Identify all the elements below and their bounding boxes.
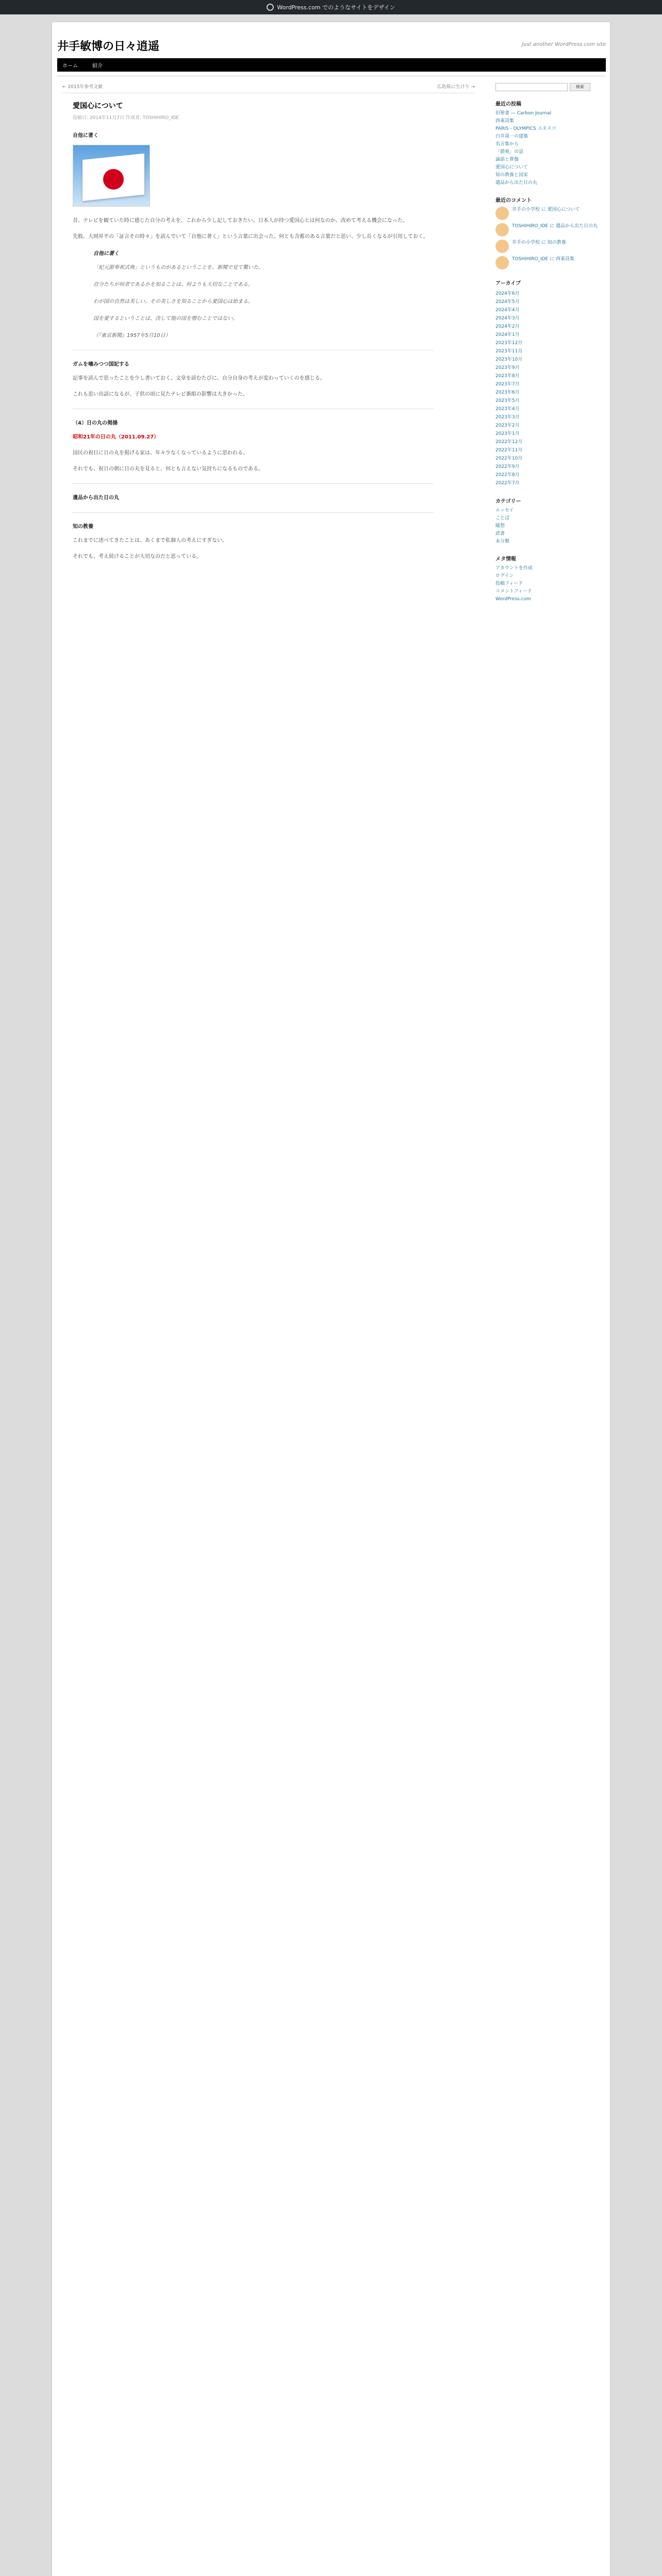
divider <box>73 483 434 484</box>
post-body <box>73 131 434 562</box>
japanese-flag-image <box>73 145 150 207</box>
category-link[interactable]: 読書 <box>495 531 505 536</box>
widget-title: メタ情報 <box>495 556 516 562</box>
category-link[interactable]: エッセイ <box>495 508 514 513</box>
quote-heading: 自他に著く <box>93 251 119 257</box>
archive-link[interactable]: 2023年8月 <box>495 374 520 379</box>
quote-paragraph: 「紀元節奉祝式典」というものがあるということを、新聞で見て驚いた。 <box>93 265 263 270</box>
meta-link[interactable]: ログイン <box>495 573 514 579</box>
meta-link[interactable]: アカウントを作成 <box>495 566 533 571</box>
recent-post-link[interactable]: 名言集から <box>495 142 519 147</box>
archive-link[interactable]: 2024年3月 <box>495 316 520 321</box>
wordpress-bar-text[interactable]: WordPress.com でのようなサイトをデザイン <box>277 4 395 11</box>
comment-text[interactable]: TOSHIHIRO_IDE に 西東詩集 <box>512 257 574 262</box>
archive-link[interactable]: 2023年12月 <box>495 341 523 346</box>
section-heading: ガムを噛みつつ国記する <box>73 362 129 367</box>
quote-paragraph: 自分たちが何者であるかを知ることは、何よりも大切なことである。 <box>93 282 253 287</box>
divider <box>73 512 434 513</box>
avatar[interactable] <box>495 240 509 253</box>
avatar[interactable] <box>495 223 509 236</box>
archive-link[interactable]: 2023年4月 <box>495 406 520 412</box>
archive-link[interactable]: 2022年12月 <box>495 439 523 445</box>
archive-link[interactable]: 2023年10月 <box>495 357 523 362</box>
recent-post-link[interactable]: 論語と算盤 <box>495 157 519 162</box>
widget-title: 最近の投稿 <box>495 101 521 107</box>
section-heading: 遺品から出た日の丸 <box>73 495 119 501</box>
post-meta: 投稿日: 2014年11月7日 作成者: TOSHIHIRO_IDE <box>73 115 179 121</box>
widget-title: 最近のコメント <box>495 198 532 204</box>
nav-item-home[interactable]: ホーム <box>62 63 78 69</box>
paragraph: 国民の祝日に日の丸を掲げる家は、年々少なくなっているように思われる。 <box>73 450 248 456</box>
paragraph: それでも、祝日の朝に日の丸を見ると、何とも言えない気持ちになるものである。 <box>73 466 263 472</box>
avatar[interactable] <box>495 207 509 220</box>
site-title[interactable]: 井手敏博の日々逍遥 <box>57 40 160 53</box>
main-content <box>62 83 475 568</box>
archive-link[interactable]: 2023年9月 <box>495 365 520 370</box>
quote-paragraph: 国を愛するということは、決して他の国を憎むことではない。 <box>93 316 238 321</box>
archive-link[interactable]: 2024年6月 <box>495 291 520 296</box>
post-navigation <box>62 83 475 93</box>
recent-post-link[interactable]: 愛国心について <box>495 165 528 170</box>
comment-item <box>495 223 599 236</box>
meta-link[interactable]: WordPress.com <box>495 597 531 602</box>
search-form <box>495 83 599 91</box>
recent-post-link[interactable]: 「錯視」の話 <box>495 149 524 155</box>
main-nav <box>57 58 606 72</box>
site-description: Just another WordPress.com site <box>522 42 606 47</box>
comment-item <box>495 207 599 220</box>
recent-comments-widget <box>495 196 599 269</box>
category-link[interactable]: 随想 <box>495 523 505 529</box>
search-input[interactable] <box>495 83 568 91</box>
archive-link[interactable]: 2023年7月 <box>495 382 520 387</box>
archive-link[interactable]: 2024年1月 <box>495 332 520 337</box>
comment-text[interactable]: TOSHIHIRO_IDE に 遺品から出た日の丸 <box>512 224 598 229</box>
meta-widget <box>495 554 599 603</box>
paragraph: これまでに述べてきたことは、あくまで私個人の考えにすぎない。 <box>73 538 227 544</box>
recent-post-link[interactable]: 知の教養と国家 <box>495 173 528 178</box>
section-heading: 自他に著く <box>73 133 98 139</box>
paragraph: これも思い出話になるが、子供の頃に見たテレビ番組の影響は大きかった。 <box>73 392 248 397</box>
archive-link[interactable]: 2023年1月 <box>495 431 520 436</box>
archive-link[interactable]: 2024年5月 <box>495 299 520 304</box>
comment-item <box>495 256 599 269</box>
blockquote <box>83 249 434 341</box>
archive-link[interactable]: 2023年2月 <box>495 423 520 428</box>
paragraph: 昔、テレビを観ていた時に感じた自分の考えを、これから少し記しておきたい。日本人が持つ愛国心とは何なのか、改めて考える機会になった。 <box>73 218 408 224</box>
archive-widget <box>495 279 599 487</box>
quote-paragraph: わが国の自然は美しい。その美しさを知ることから愛国心は始まる。 <box>93 299 253 304</box>
archive-link[interactable]: 2022年11月 <box>495 448 523 453</box>
archive-link[interactable]: 2024年2月 <box>495 324 520 329</box>
recent-post-link[interactable]: PARIS - OLYMPICS ユネスコ <box>495 126 556 131</box>
meta-link[interactable]: 投稿フィード <box>495 581 523 586</box>
section-heading: （4）日の丸の掲揚 <box>73 420 118 426</box>
category-widget <box>495 497 599 545</box>
section-heading: 知の教養 <box>73 524 93 530</box>
archive-link[interactable]: 2022年7月 <box>495 481 520 486</box>
site-header <box>57 27 606 76</box>
recent-post-link[interactable]: 遺品から出た日の丸 <box>495 180 538 185</box>
red-heading: 昭和21年の日の丸（2011.09.27） <box>73 434 159 440</box>
archive-link[interactable]: 2023年5月 <box>495 398 520 403</box>
category-link[interactable]: 未分類 <box>495 539 510 544</box>
post-title: 愛国心について <box>73 102 123 110</box>
search-button[interactable]: 検索 <box>570 83 590 91</box>
paragraph: 記事を読んで思ったことを少し書いておく。文章を読むたびに、自分自身の考えが変わっていくのを感じる。 <box>73 376 325 381</box>
next-post-link[interactable]: 広島県に生けり → <box>437 84 475 90</box>
archive-link[interactable]: 2023年11月 <box>495 349 523 354</box>
archive-link[interactable]: 2024年4月 <box>495 308 520 313</box>
recent-post-link[interactable]: 白井晟一の建築 <box>495 134 528 139</box>
widget-title: カテゴリー <box>495 499 521 504</box>
wordpress-admin-bar[interactable] <box>0 0 662 14</box>
meta-link[interactable]: コメントフィード <box>495 589 533 594</box>
wordpress-logo-icon <box>267 4 274 11</box>
archive-link[interactable]: 2023年6月 <box>495 390 520 395</box>
archive-link[interactable]: 2022年10月 <box>495 456 523 461</box>
sidebar <box>495 83 599 612</box>
archive-link[interactable]: 2022年8月 <box>495 472 520 478</box>
paragraph: 先般、大岡昇平の「証言その時々」を読んでいて「自他に著く」という言葉に出会った。何とも含蓄のある言葉だと思い、少し長くなるが引用しておく。 <box>73 234 428 240</box>
category-link[interactable]: ことば <box>495 516 510 521</box>
widget-title: アーカイブ <box>495 281 521 286</box>
comment-item <box>495 240 599 253</box>
recent-posts-widget <box>495 99 599 187</box>
page-container <box>52 22 610 2576</box>
prev-post-link[interactable]: ← 2015年参考文献 <box>62 84 103 90</box>
archive-link[interactable]: 2023年3月 <box>495 415 520 420</box>
nav-item-about[interactable]: 紹介 <box>92 63 103 69</box>
recent-post-link[interactable]: 西東詩集 <box>495 118 515 124</box>
avatar[interactable] <box>495 256 509 269</box>
archive-link[interactable]: 2022年9月 <box>495 464 520 469</box>
comment-text[interactable]: 井手の小学校 に 知の教養 <box>512 240 566 245</box>
quote-source: （『東京新聞』1957年5月10日） <box>93 333 171 338</box>
paragraph: それでも、考え続けることが大切なのだと思っている。 <box>73 554 202 560</box>
recent-post-link[interactable]: 旧聖書 ― Carbon Journal <box>495 111 552 116</box>
comment-text[interactable]: 井手の小学校 に 愛国心について <box>512 207 580 212</box>
